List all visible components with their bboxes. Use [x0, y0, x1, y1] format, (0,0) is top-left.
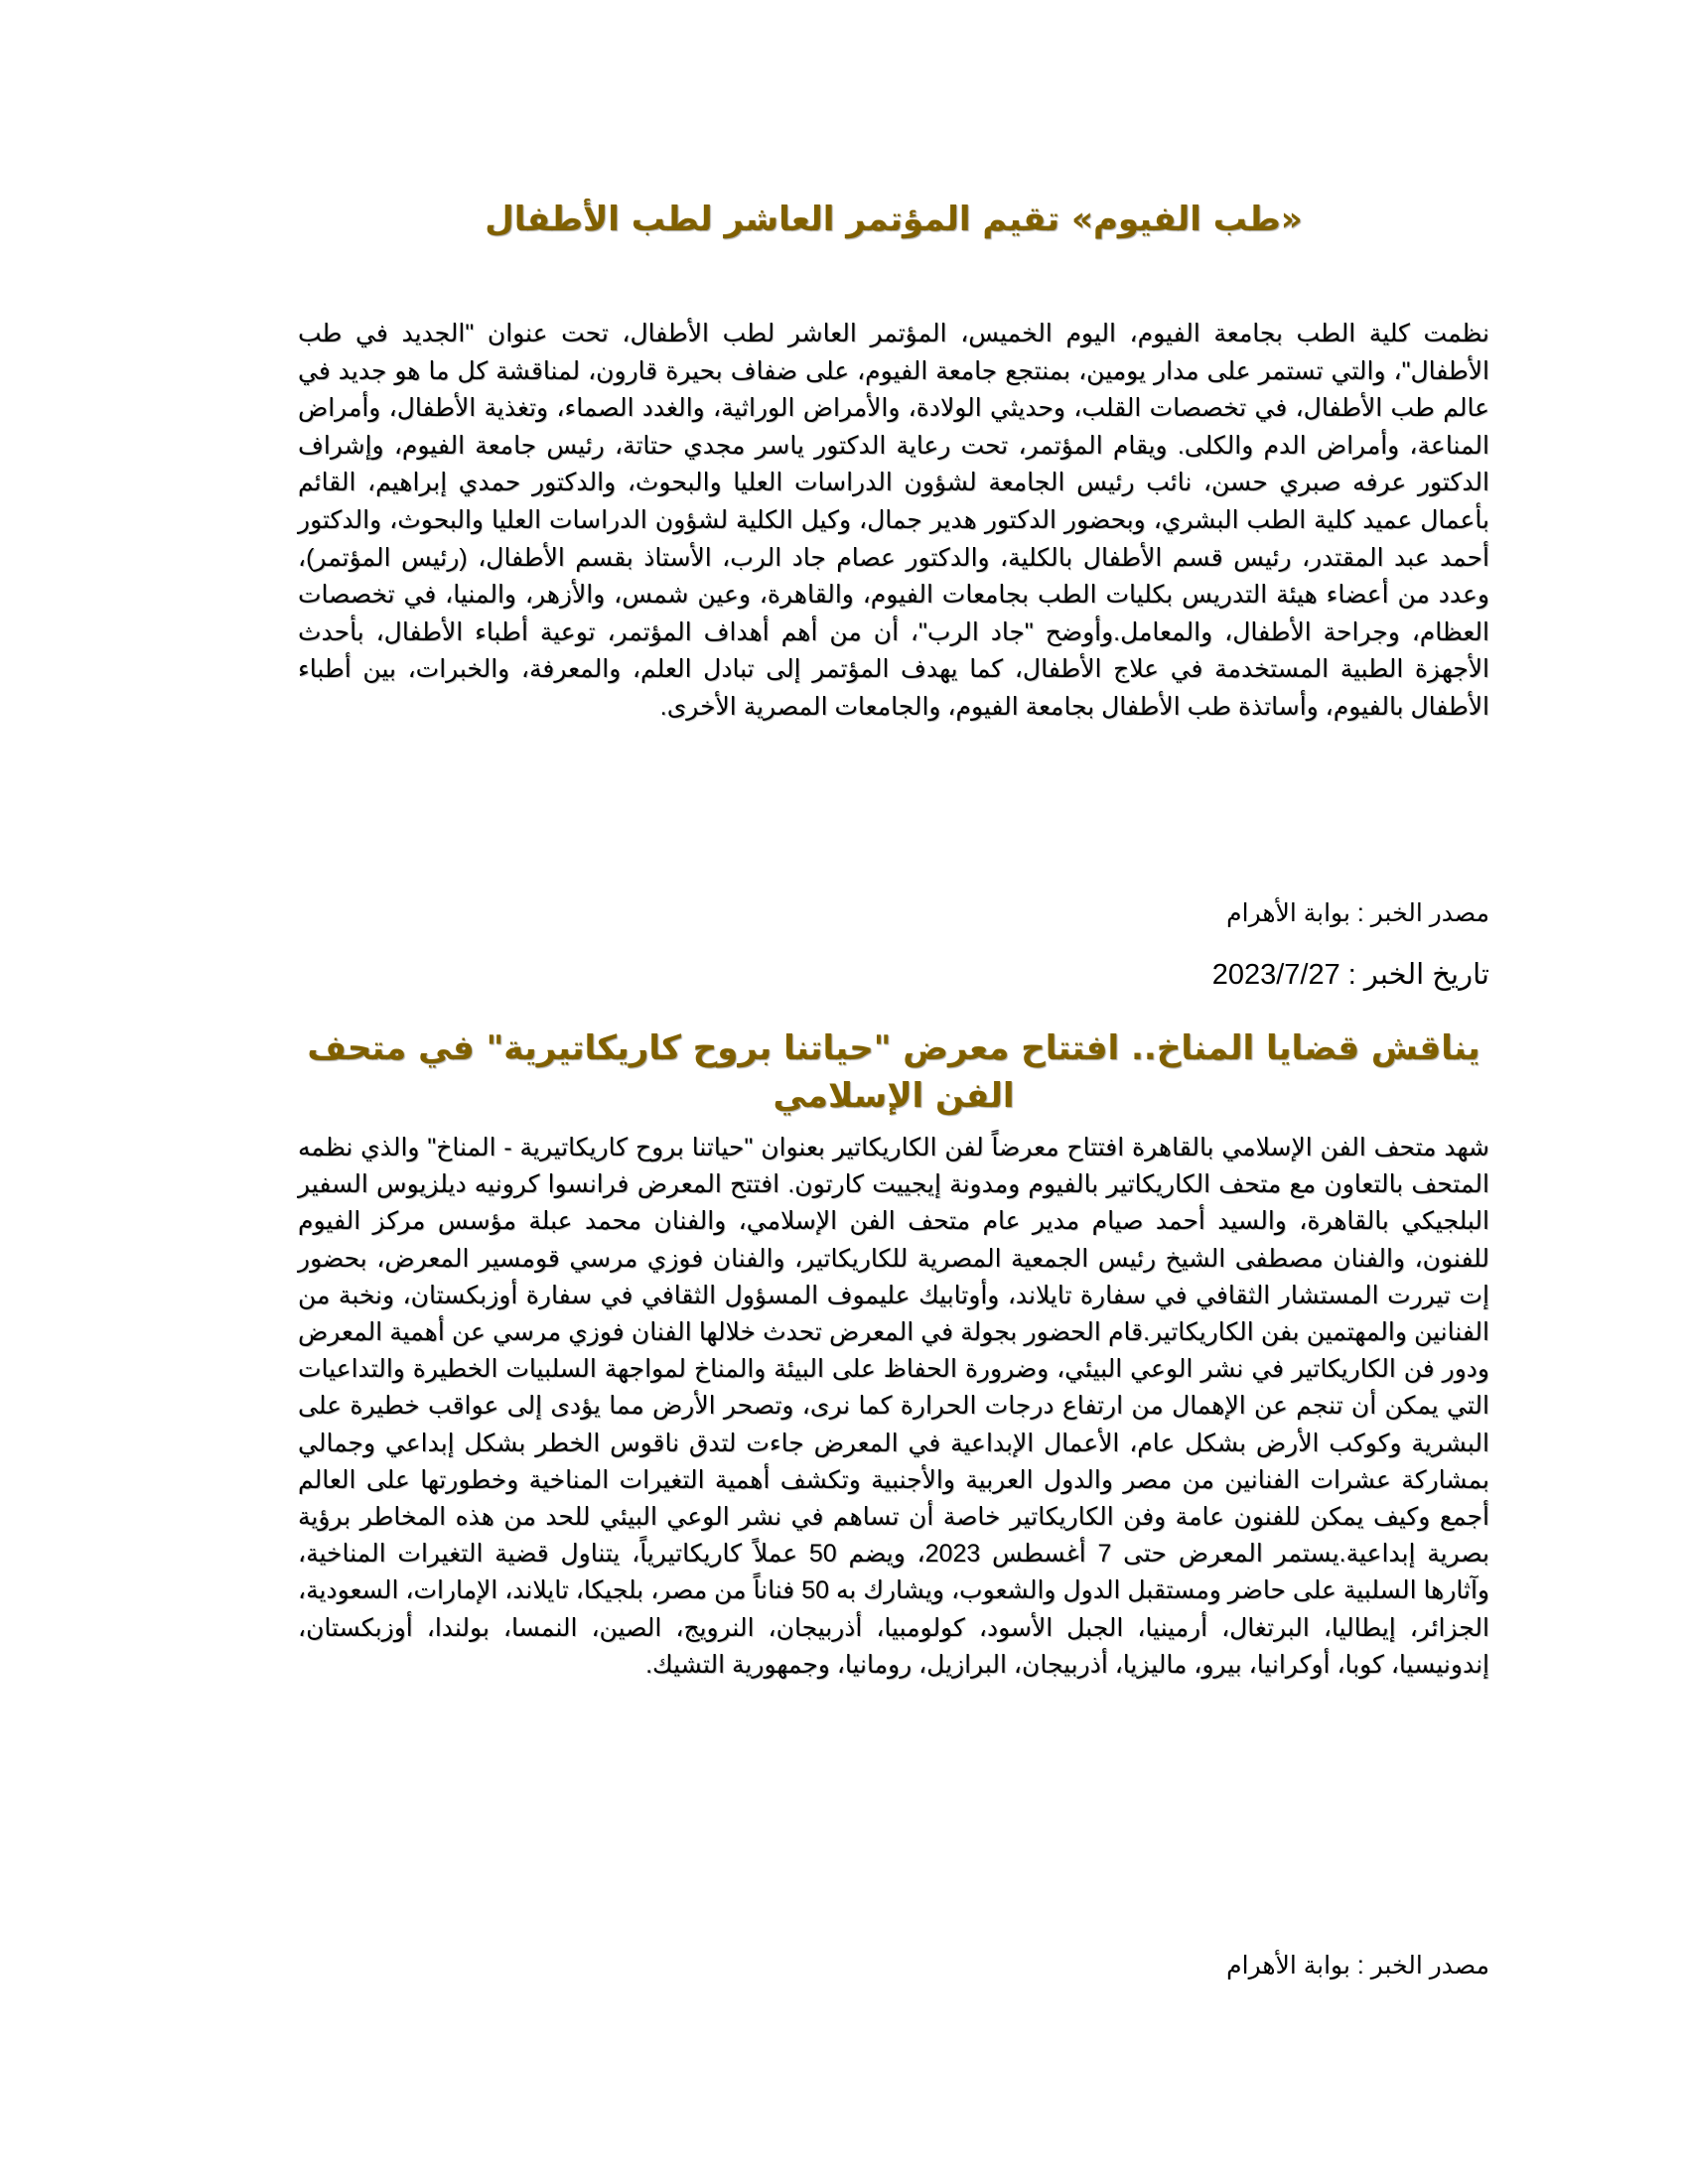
article-2-source: مصدر الخبر : بوابة الأهرام: [1226, 1952, 1489, 1979]
article-1-source: مصدر الخبر : بوابة الأهرام: [1226, 899, 1489, 927]
article-1-title: «طب الفيوم» تقيم المؤتمر العاشر لطب الأطفال: [485, 200, 1303, 239]
article-2-title: يناقش قضايا المناخ.. افتتاح معرض "حياتنا بروح كاريكاتيرية" في متحف الفن الإسلامي: [307, 1028, 1480, 1116]
article-1-date: تاريخ الخبر : 2023/7/27: [1211, 959, 1489, 991]
article-2-body: شهد متحف الفن الإسلامي بالقاهرة افتتاح معرضاً لفن الكاريكاتير بعنوان "حياتنا بروح كاريكاتيرية - المناخ" والذي نظمه المتحف بالتعاون مع متحف الكاريكاتير بالفيوم ومدونة إيجييت كارتون. افتتح المعرض فرانسوا كرونيه ديلزيوس السفير البلجيكي بالقاهرة، والسيد أحمد صيام مدير عام متحف الفن الإسلامي، والفنان محمد عبلة مؤسس مركز الفيوم للفنون، والفنان مصطفى الشيخ رئيس الجمعية المصرية للكاريكاتير، والفنان فوزي مرسي قومسير المعرض، بحضور إت تيررت المستشار الثقافي في سفارة تايلاند، وأوتابيك عليموف المسؤول الثقافي في سفارة أوزبكستان، ونخبة من الفنانين والمهتمين بفن الكاريكاتير.قام الحضور بجولة في المعرض تحدث خلالها الفنان فوزي مرسي عن أهمية المعرض ودور فن الكاريكاتير في نشر الوعي البيئي، وضرورة الحفاظ على البيئة والمناخ لمواجهة السلبيات الخطيرة والتداعيات التي يمكن أن تنجم عن الإهمال من ارتفاع درجات الحرارة كما نرى، وتصحر الأرض مما يؤدى إلى عواقب خطيرة على البشرية وكوكب الأرض بشكل عام، الأعمال الإبداعية في المعرض جاءت لتدق ناقوس الخطر بشكل إبداعي وجمالي بمشاركة عشرات الفنانين من مصر والدول العربية والأجنبية وتكشف أهمية التغيرات المناخية وخطورتها على العالم أجمع وكيف يمكن للفنون عامة وفن الكاريكاتير خاصة أن تساهم في نشر الوعي البيئي للحد من هذه المخاطر برؤية بصرية إبداعية.يستمر المعرض حتى 7 أغسطس 2023، ويضم 50 عملاً كاريكاتيرياً، يتناول قضية التغيرات المناخية، وآثارها السلبية على حاضر ومستقبل الدول والشعوب، ويشارك به 50 فناناً من مصر، بلجيكا، تايلاند، الإمارات، السعودية، الجزائر، إيطاليا، البرتغال، أرمينيا، الجبل الأسود، كولومبيا، أذربيجان، النرويج، الصين، النمسا، بولندا، أوزبكستان، إندونيسيا، كوبا، أوكرانيا، بيرو، ماليزيا، أذربيجان، البرازيل، رومانيا، وجمهورية التشيك.: [298, 1134, 1490, 1679]
article-1-body: نظمت كلية الطب بجامعة الفيوم، اليوم الخميس، المؤتمر العاشر لطب الأطفال، تحت عنوان "الجديد في طب الأطفال"، والتي تستمر على مدار يومين، بمنتجع جامعة الفيوم، على ضفاف بحيرة قارون، لمناقشة كل ما هو جديد في عالم طب الأطفال، في تخصصات القلب، وحديثي الولادة، والأمراض الوراثية، والغدد الصماء، وتغذية الأطفال، وأمراض المناعة، وأمراض الدم والكلى. ويقام المؤتمر، تحت رعاية الدكتور ياسر مجدي حتاتة، رئيس جامعة الفيوم، وإشراف الدكتور عرفه صبري حسن، نائب رئيس الجامعة لشؤون الدراسات العليا والبحوث، والدكتور حمدي إبراهيم، القائم بأعمال عميد كلية الطب البشري، وبحضور الدكتور هدير جمال، وكيل الكلية لشؤون الدراسات العليا والبحوث، والدكتور أحمد عبد المقتدر، رئيس قسم الأطفال بالكلية، والدكتور عصام جاد الرب، الأستاذ بقسم الأطفال، (رئيس المؤتمر)، وعدد من أعضاء هيئة التدريس بكليات الطب بجامعات الفيوم، والقاهرة، وعين شمس، والأزهر، والمنيا، في تخصصات العظام، وجراحة الأطفال، والمعامل.وأوضح "جاد الرب"، أن من أهم أهداف المؤتمر، توعية أطباء الأطفال، بأحدث الأجهزة الطبية المستخدمة في علاج الأطفال، كما يهدف المؤتمر إلى تبادل العلم، والمعرفة، والخبرات، بين أطباء الأطفال بالفيوم، وأساتذة طب الأطفال بجامعة الفيوم، والجامعات المصرية الأخرى.: [298, 320, 1489, 721]
